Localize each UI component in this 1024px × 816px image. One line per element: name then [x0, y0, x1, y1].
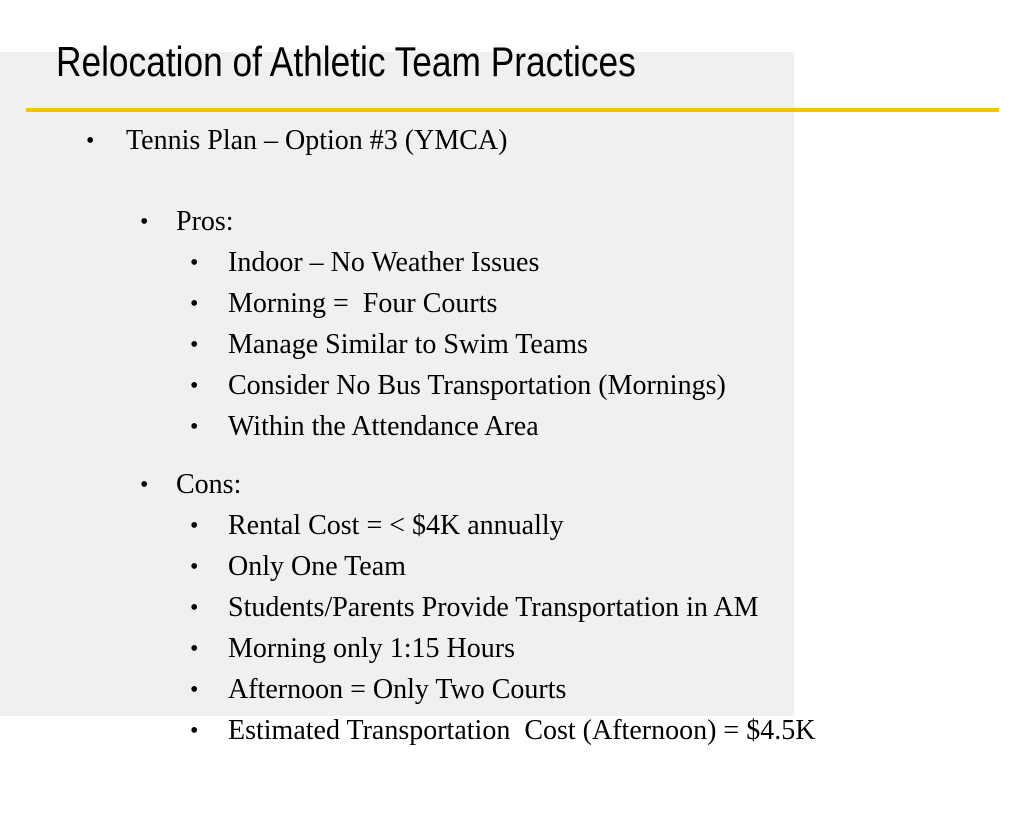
cons-item-text: Rental Cost = < $4K annually — [228, 510, 564, 541]
bullet-dot-icon: • — [190, 250, 199, 276]
cons-label-text: Cons: — [176, 469, 242, 500]
cons-item-text: Only One Team — [228, 551, 406, 582]
pros-item-text: Within the Attendance Area — [228, 411, 539, 442]
bullet-dot-icon: • — [190, 718, 199, 744]
pros-label-text: Pros: — [176, 206, 234, 237]
cons-item — [190, 714, 816, 816]
pros-item-text: Manage Similar to Swim Teams — [228, 329, 588, 360]
bullet-dot-icon: • — [190, 291, 199, 317]
bullet-dot-icon: • — [190, 554, 199, 580]
bullet-dot-icon: • — [190, 595, 199, 621]
title-divider-rule — [26, 108, 999, 112]
pros-item-text: Indoor – No Weather Issues — [228, 247, 540, 278]
bullet-pros-label — [140, 205, 234, 307]
bullet-cons-label — [140, 468, 242, 570]
pros-item-text: Consider No Bus Transportation (Mornings) — [228, 370, 726, 401]
bullet-dot-icon: • — [140, 472, 149, 498]
cons-item-text: Students/Parents Provide Transportation in AM — [228, 592, 759, 623]
cons-item-text: Afternoon = Only Two Courts — [228, 674, 567, 705]
bullet-main-text: Tennis Plan – Option #3 (YMCA) — [126, 125, 508, 156]
bullet-dot-icon: • — [190, 414, 199, 440]
bullet-dot-icon: • — [190, 513, 199, 539]
bullet-dot-icon: • — [190, 677, 199, 703]
bullet-dot-icon: • — [190, 332, 199, 358]
pros-item-text: Morning = Four Courts — [228, 288, 498, 319]
bullet-dot-icon: • — [140, 209, 149, 235]
bullet-dot-icon: • — [86, 128, 95, 154]
bullet-dot-icon: • — [190, 373, 199, 399]
bullet-dot-icon: • — [190, 636, 199, 662]
cons-item-text: Estimated Transportation Cost (Afternoon) = $4.5K — [228, 715, 816, 746]
cons-item-text: Morning only 1:15 Hours — [228, 633, 515, 664]
slide-title: Relocation of Athletic Team Practices — [56, 38, 636, 85]
